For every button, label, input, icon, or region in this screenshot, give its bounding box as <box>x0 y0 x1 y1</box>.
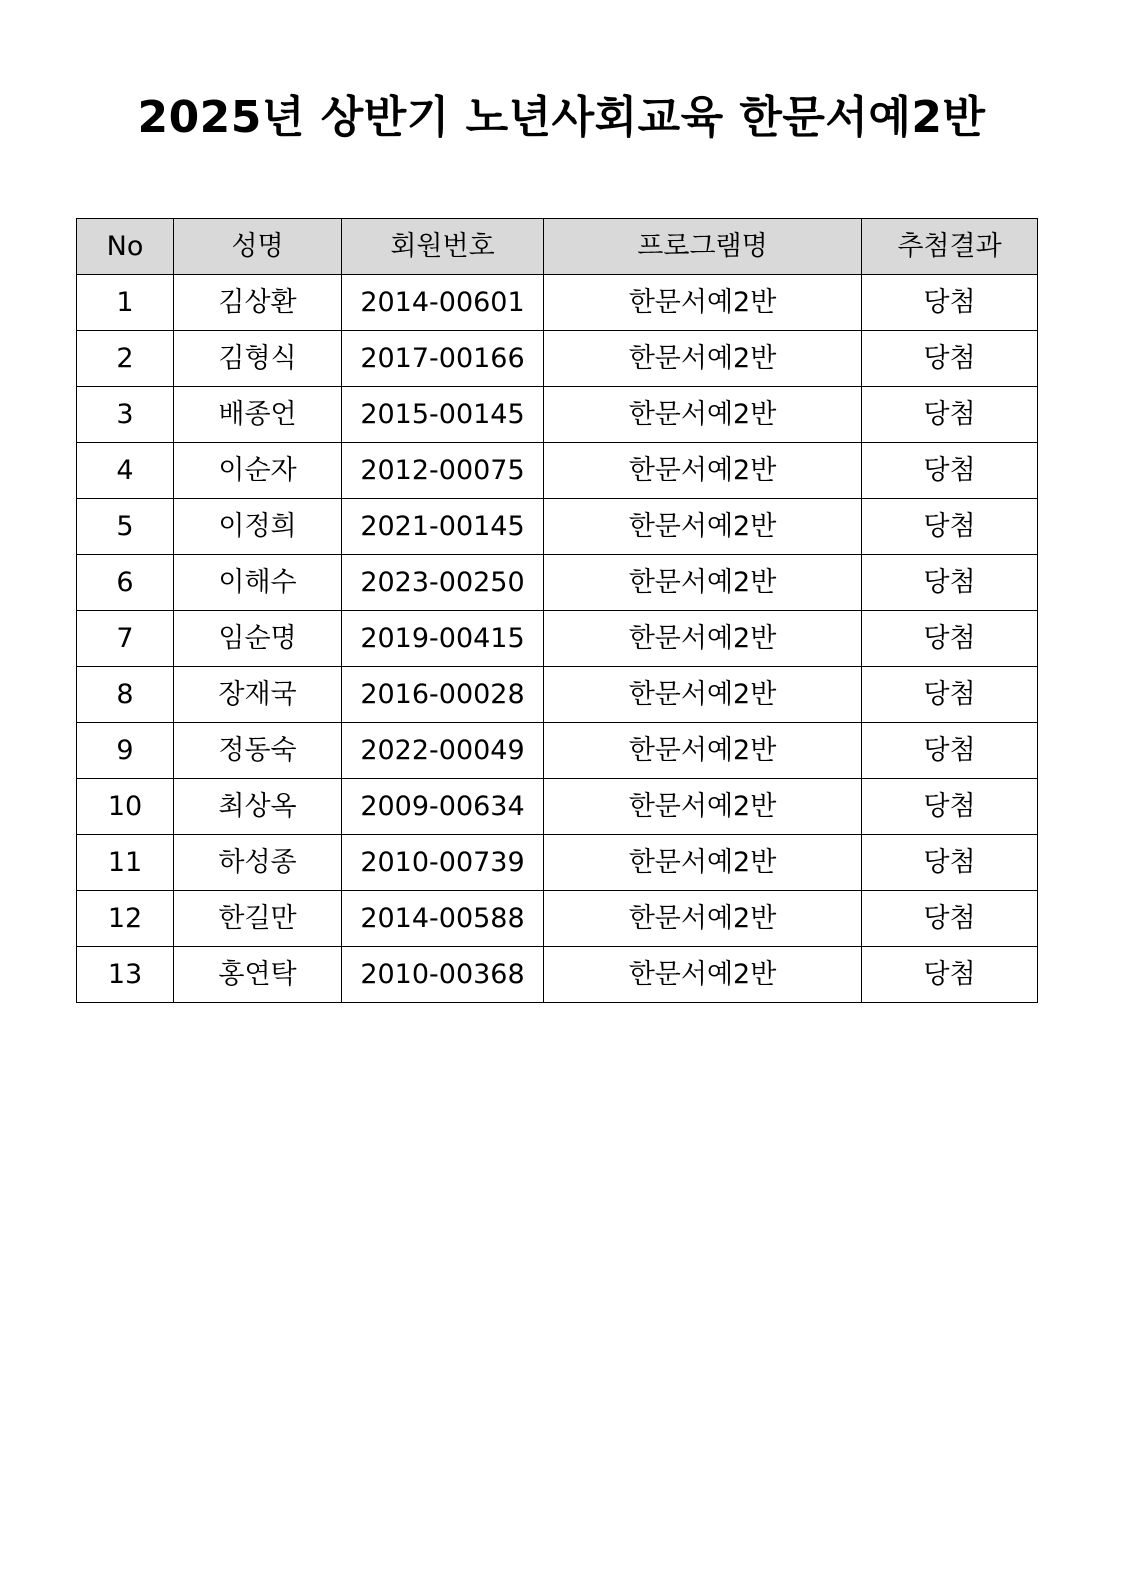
cell-member-id: 2010-00368 <box>342 947 544 1003</box>
cell-no: 4 <box>77 443 174 499</box>
cell-result: 당첨 <box>862 443 1038 499</box>
cell-name: 이해수 <box>174 555 342 611</box>
table-row <box>77 443 1038 499</box>
cell-name: 하성종 <box>174 835 342 891</box>
column-header-member-id: 회원번호 <box>342 219 544 275</box>
table-row <box>77 387 1038 443</box>
cell-name: 임순명 <box>174 611 342 667</box>
table-row <box>77 331 1038 387</box>
cell-program: 한문서예2반 <box>544 275 862 331</box>
cell-no: 5 <box>77 499 174 555</box>
cell-result: 당첨 <box>862 891 1038 947</box>
page-title: 2025년 상반기 노년사회교육 한문서예2반 <box>137 92 986 143</box>
cell-result: 당첨 <box>862 275 1038 331</box>
cell-result: 당첨 <box>862 387 1038 443</box>
cell-member-id: 2019-00415 <box>342 611 544 667</box>
table-row <box>77 275 1038 331</box>
cell-no: 9 <box>77 723 174 779</box>
cell-name: 이정희 <box>174 499 342 555</box>
cell-program: 한문서예2반 <box>544 835 862 891</box>
cell-result: 당첨 <box>862 611 1038 667</box>
cell-member-id: 2014-00601 <box>342 275 544 331</box>
cell-no: 2 <box>77 331 174 387</box>
cell-name: 한길만 <box>174 891 342 947</box>
cell-member-id: 2015-00145 <box>342 387 544 443</box>
column-header-no: No <box>77 219 174 275</box>
table-row <box>77 611 1038 667</box>
cell-no: 3 <box>77 387 174 443</box>
table-row <box>77 499 1038 555</box>
cell-program: 한문서예2반 <box>544 555 862 611</box>
cell-name: 배종언 <box>174 387 342 443</box>
cell-name: 이순자 <box>174 443 342 499</box>
cell-no: 11 <box>77 835 174 891</box>
cell-program: 한문서예2반 <box>544 387 862 443</box>
cell-member-id: 2012-00075 <box>342 443 544 499</box>
table-row <box>77 667 1038 723</box>
cell-member-id: 2014-00588 <box>342 891 544 947</box>
cell-program: 한문서예2반 <box>544 779 862 835</box>
cell-program: 한문서예2반 <box>544 667 862 723</box>
lottery-result-table <box>76 218 1038 1003</box>
cell-member-id: 2023-00250 <box>342 555 544 611</box>
cell-member-id: 2017-00166 <box>342 331 544 387</box>
table-body <box>77 275 1038 1003</box>
cell-result: 당첨 <box>862 667 1038 723</box>
cell-result: 당첨 <box>862 555 1038 611</box>
cell-name: 김상환 <box>174 275 342 331</box>
cell-result: 당첨 <box>862 947 1038 1003</box>
table-row <box>77 891 1038 947</box>
cell-program: 한문서예2반 <box>544 331 862 387</box>
table-row <box>77 723 1038 779</box>
cell-member-id: 2009-00634 <box>342 779 544 835</box>
cell-no: 1 <box>77 275 174 331</box>
cell-name: 장재국 <box>174 667 342 723</box>
cell-program: 한문서예2반 <box>544 891 862 947</box>
cell-no: 13 <box>77 947 174 1003</box>
cell-member-id: 2022-00049 <box>342 723 544 779</box>
cell-no: 7 <box>77 611 174 667</box>
cell-result: 당첨 <box>862 779 1038 835</box>
cell-program: 한문서예2반 <box>544 723 862 779</box>
cell-member-id: 2010-00739 <box>342 835 544 891</box>
cell-program: 한문서예2반 <box>544 947 862 1003</box>
table-row <box>77 555 1038 611</box>
cell-member-id: 2021-00145 <box>342 499 544 555</box>
cell-program: 한문서예2반 <box>544 499 862 555</box>
table-row <box>77 835 1038 891</box>
cell-no: 6 <box>77 555 174 611</box>
cell-result: 당첨 <box>862 723 1038 779</box>
cell-name: 홍연탁 <box>174 947 342 1003</box>
cell-member-id: 2016-00028 <box>342 667 544 723</box>
cell-no: 8 <box>77 667 174 723</box>
column-header-program: 프로그램명 <box>544 219 862 275</box>
cell-result: 당첨 <box>862 331 1038 387</box>
cell-result: 당첨 <box>862 499 1038 555</box>
cell-name: 정동숙 <box>174 723 342 779</box>
cell-no: 12 <box>77 891 174 947</box>
cell-name: 김형식 <box>174 331 342 387</box>
cell-program: 한문서예2반 <box>544 611 862 667</box>
table-row <box>77 947 1038 1003</box>
table-row <box>77 779 1038 835</box>
cell-program: 한문서예2반 <box>544 443 862 499</box>
table-header-row <box>77 219 1038 275</box>
column-header-result: 추첨결과 <box>862 219 1038 275</box>
cell-name: 최상옥 <box>174 779 342 835</box>
cell-result: 당첨 <box>862 835 1038 891</box>
cell-no: 10 <box>77 779 174 835</box>
column-header-name: 성명 <box>174 219 342 275</box>
